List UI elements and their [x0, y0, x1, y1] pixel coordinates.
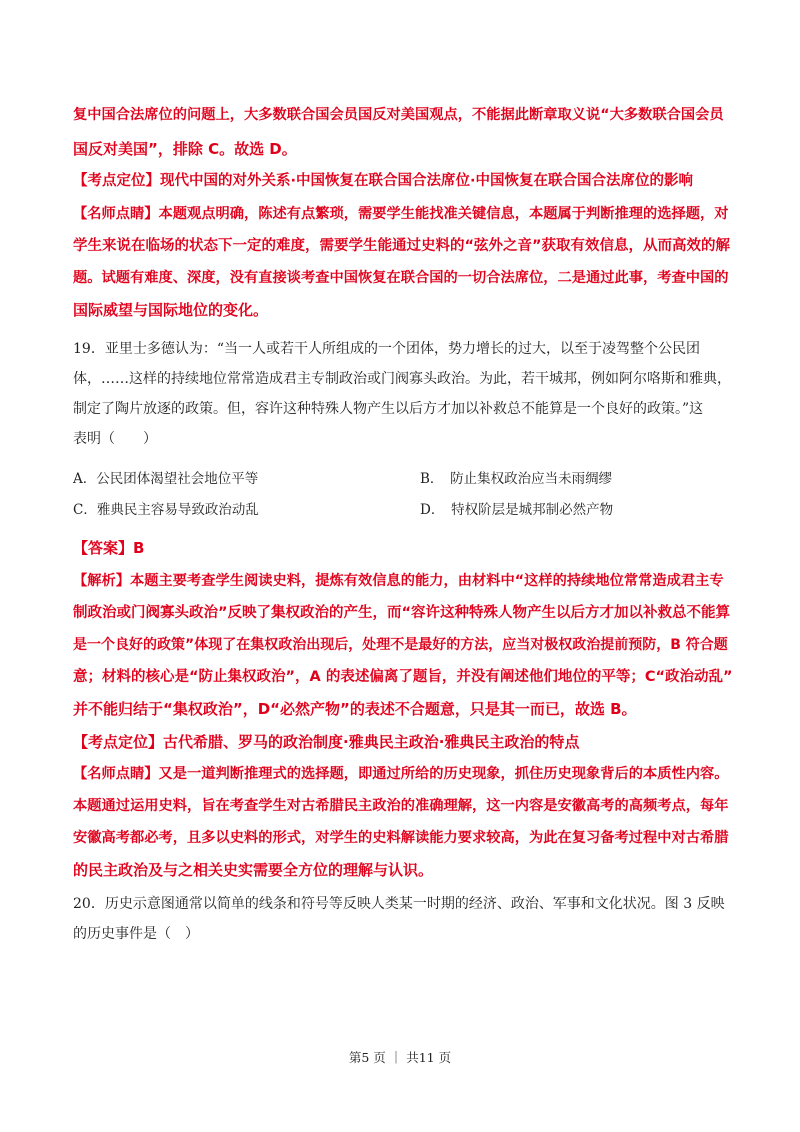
option-d: D． 特权阶层是城邦制必然产物	[420, 502, 614, 518]
text-line: 20．历史示意图通常以简单的线条和符号等反映人类某一时期的经济、政治、军事和文化状况。图 3 反映	[73, 896, 725, 912]
text-line: 体，……这样的持续地位常常造成君主专制政治或门阀寡头政治。为此，若干城邦，例如阿尔咯斯和雅典，	[73, 371, 731, 387]
text-line: 安徽高考都必考，且多以史料的形式，对学生的史料解读能力要求较高，为此在复习备考过程中对古希腊	[73, 830, 729, 846]
answer-line: 【答案】B	[73, 539, 145, 557]
text-line: 表明（ ）	[73, 431, 157, 447]
text-line: 【考点定位】古代希腊、罗马的政治制度·雅典民主政治·雅典民主政治的特点	[73, 733, 580, 751]
text-line: 题。试题有难度、深度，没有直接谈考查中国恢复在联合国的一切合法席位，二是通过此事，考查中国的	[73, 270, 729, 286]
text-line: 19．亚里士多德认为：“当一人或若干人所组成的一个团体，势力增长的过大，以至于凌驾整个公民团	[73, 341, 700, 357]
text-line: 意；材料的核心是“防止集权政治”，A 的表述偏离了题旨，并没有阐述他们地位的平等；C“政治动乱”	[73, 669, 733, 685]
text-line: 并不能归结于“集权政治”，D“必然产物”的表述不合题意，只是其一而已，故选 B。	[73, 700, 637, 718]
option-c: C．雅典民主容易导致政治动乱	[73, 502, 259, 518]
text-line: 国际威望与国际地位的变化。	[73, 301, 269, 319]
text-line: 制定了陶片放逐的政策。但，容许这种特殊人物产生以后方才加以补救总不能算是一个良好的政策。”这	[73, 401, 704, 417]
text-line: 【解析】本题主要考查学生阅读史料，提炼有效信息的能力，由材料中“这样的持续地位常常造成君主专	[73, 573, 724, 589]
page-footer: 第5 页 ｜ 共11 页	[348, 1050, 452, 1065]
text-line: 的历史事件是（ ）	[73, 926, 199, 942]
q19-kaodian	[73, 733, 733, 751]
text-line: 国反对美国”，排除 C。故选 D。	[73, 140, 297, 158]
q18-mingshi	[73, 205, 733, 319]
option-b: B． 防止集权政治应当未雨绸缪	[420, 471, 613, 487]
q19-mingshi	[73, 765, 733, 879]
text-line: 【考点定位】现代中国的对外关系·中国恢复在联合国合法席位·中国恢复在联合国合法席位的影响	[73, 173, 694, 189]
text-line: 是一个良好的政策”体现了在集权政治出现后，处理不是最好的方法，应当对极权政治提前预防，B 符合题	[73, 637, 728, 653]
q18-kaodian	[73, 172, 733, 190]
text-line: 【名师点睛】本题观点明确，陈述有点繁琐，需要学生能找准关键信息，本题属于判断推理的选择题，对	[73, 206, 729, 222]
q18-explanation	[73, 106, 733, 158]
q19-stem	[73, 340, 733, 448]
option-a: A．公民团体渴望社会地位平等	[73, 471, 259, 487]
q20-stem	[73, 895, 733, 943]
text-line: 的民主政治及与之相关史实需要全方位的理解与认识。	[73, 861, 434, 879]
q19-answer	[73, 539, 733, 557]
text-line: 学生来说在临场的状态下一定的难度，需要学生能通过史料的“弦外之音”获取有效信息，从而高效的解	[73, 238, 731, 254]
text-line: 制政治或门阀寡头政治”反映了集权政治的产生，而“容许这种特殊人物产生以后方才加以补救总不能算	[73, 605, 731, 621]
q19-explanation	[73, 572, 733, 718]
text-line: 复中国合法席位的问题上，大多数联合国会员国反对美国观点，不能据此断章取义说“大多数联合国会员	[73, 107, 724, 123]
text-line: 【名师点睛】又是一道判断推理式的选择题，即通过所给的历史现象，抓住历史现象背后的本质性内容。	[73, 766, 729, 782]
text-line: 本题通过运用史料，旨在考查学生对古希腊民主政治的准确理解，这一内容是安徽高考的高频考点，每年	[73, 798, 729, 814]
